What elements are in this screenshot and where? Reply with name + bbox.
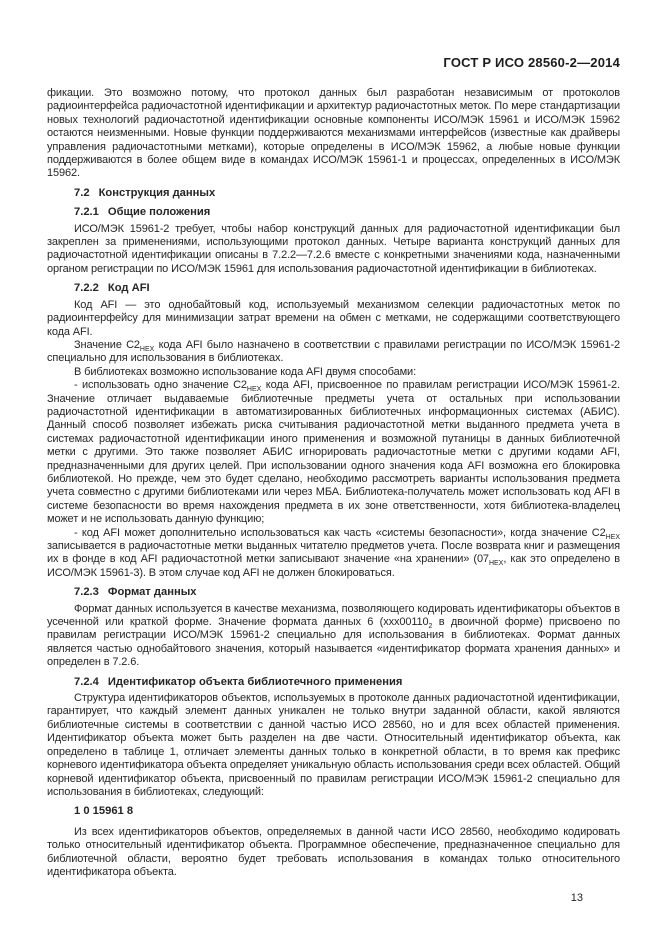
- paragraph: фикации. Это возможно потому, что протокол данных был разработан независимым от протоколов радиоинтерфейса радиочастотной идентификации и архитектур радиочастотных меток. По мере стандартизации новых технологий радиочастотной идентификации основные компоненты ИСО/МЭК 15961 и ИСО/МЭК 15962 остаются неизменными. Новые функции поддерживаются механизмами интерфейсов (известные как драйверы управления радиочастотными метками), которые определены в ИСО/МЭК 15962, а любые новые функции поддерживаются в более общем виде в командах ИСО/МЭК 15961-1 и процессах, определенных в ИСО/МЭК 15962.: [47, 87, 620, 180]
- paragraph: Структура идентификаторов объектов, используемых в протоколе данных радиочастотной идентификации, гарантирует, что каждый элемент данных уникален не только внутри заданной области, какой являются библиотечные системы в соответствии с данной частью ИСО 28560, но и для всех областей применения. Идентификатор объекта может быть разделен на две части. Относительный идентификатор объекта, как определено в таблице 1, отличает элементы данных только в конкретной области, в то время как префикс корневого идентификатора объекта определяет уникальную область использования среди всех областей. Общий корневой идентификатор объекта, присвоенный по правилам регистрации ИСО/МЭК 15961-2 специально для использования в библиотеках, следующий:: [47, 692, 620, 798]
- paragraph: Код AFI — это однобайтовый код, используемый механизмом селекции радиочастотных меток по радиоинтерфейсу для минимизации затрат времени на обмен с метками, не содержащими соответствующего кода AFI.: [47, 298, 620, 338]
- section-title: Формат данных: [107, 586, 197, 599]
- subscript-text: HEX: [488, 560, 504, 568]
- section-number: 7.2: [74, 186, 90, 199]
- section-number: 7.2.2: [74, 282, 99, 295]
- section-heading: [47, 282, 620, 295]
- paragraph: ИСО/МЭК 15961-2 требует, чтобы набор конструкций данных для радиочастотной идентификации был закреплен за применениями, использующими протокол данных. Четыре варианта конструкций данных для радиочастотной идентификации описаны в 7.2.2—7.2.6 вместе с конкретными значениями кода, назначенными органом регистрации по ИСО/МЭК 15961 для использования радиочастотной идентификации в библиотеках.: [47, 222, 620, 275]
- paragraph: Из всех идентификаторов объектов, определяемых в данной части ИСО 28560, необходимо кодировать только относительный идентификатор объекта. Программное обеспечение, предназначенное специально для библиотечной области, вероятно будет требовать использования в командах только относительного идентификатора объекта.: [47, 825, 620, 878]
- section-heading: [47, 676, 620, 689]
- section-title: Общие положения: [107, 206, 211, 219]
- paragraph: - использовать одно значение $C2_{HEX}$ кода AFI, присвоенное по правилам регистрации ИСО/МЭК 15961-2. Значение отличает выдаваемые библиотечные предметы учета от остальных при использовании радиочастотной идентификации в автоматизированных библиотечных информационных системах (АБИС). Данный способ позволяет избежать риска считывания радиочастотной метки выданного предмета учета в системах радиочастотной идентификации иного применения и возможной путаницы в данных библиотечной метки с другими. Это также позволяет АБИС игнорировать радиочастотные метки с другими кодами AFI, предназначенными для других целей. При использовании одного значения кода AFI возможна его блокировка библиотекой. Но прежде, чем это будет сделано, необходимо рассмотреть варианты использования предмета учета совместно с другими библиотеками или через МБА. Библиотека-получатель может использовать код AFI в системе безопасности во время нахождения предмета в их зоне ответственности, хотя библиотека-владелец может и не использовать данную функцию;: [47, 379, 620, 526]
- paragraph: - код AFI может дополнительно использоваться как часть «системы безопасности», когда значение $C2_{HEX}$ записывается в радиочастотные метки выданных читателю предметов учета. После возврата книг и размещения их в фонде в код AFI радиочастотной метки записывают значение «на хранении» ($07_{HEX}$, как это определено в ИСО/МЭК 15961-3). В этом случае код AFI не должен блокироваться.: [47, 526, 620, 579]
- section-title: Идентификатор объекта библиотечного применения: [107, 675, 403, 688]
- section-number: 7.2.4: [74, 675, 99, 688]
- section-heading: [47, 586, 620, 599]
- paragraph: Значение $C2_{HEX}$ кода AFI было назначено в соответствии с правилами регистрации по ИСО/МЭК 15961-2 специально для использования в библиотеках.: [47, 338, 620, 365]
- subscript-text: HEX: [605, 533, 620, 541]
- paragraph: В библиотеках возможно использование кода AFI двумя способами:: [74, 365, 417, 378]
- paragraph: Формат данных используется в качестве механизма, позволяющего кодировать идентификаторы объектов в усеченной или краткой форме. Значение формата данных 6 ($xxx00110_2$ в двоичной форме) присвоено по правилам регистрации ИСО/МЭК 15961-2 специально для использования в библиотеках. Формат данных является частью однобайтового значения, который называется «идентификатор формата хранения данных» и определен в 7.2.6.: [47, 602, 620, 669]
- section-heading: [47, 187, 620, 200]
- section-number: 7.2.1: [74, 206, 99, 219]
- section-number: 7.2.3: [74, 586, 99, 599]
- section-title: Конструкция данных: [98, 186, 216, 199]
- page-header-title: ГОСТ Р ИСО 28560-2—2014: [443, 55, 620, 70]
- section-heading: [47, 206, 620, 219]
- section-title: Код AFI: [107, 282, 150, 295]
- page-number: 13: [570, 892, 583, 905]
- subscript-text: 2: [428, 623, 433, 631]
- subscript-text: HEX: [139, 346, 155, 354]
- document-content: [47, 87, 620, 879]
- oid-code: 1 0 15961 8: [74, 805, 134, 818]
- subscript-text: HEX: [246, 386, 262, 394]
